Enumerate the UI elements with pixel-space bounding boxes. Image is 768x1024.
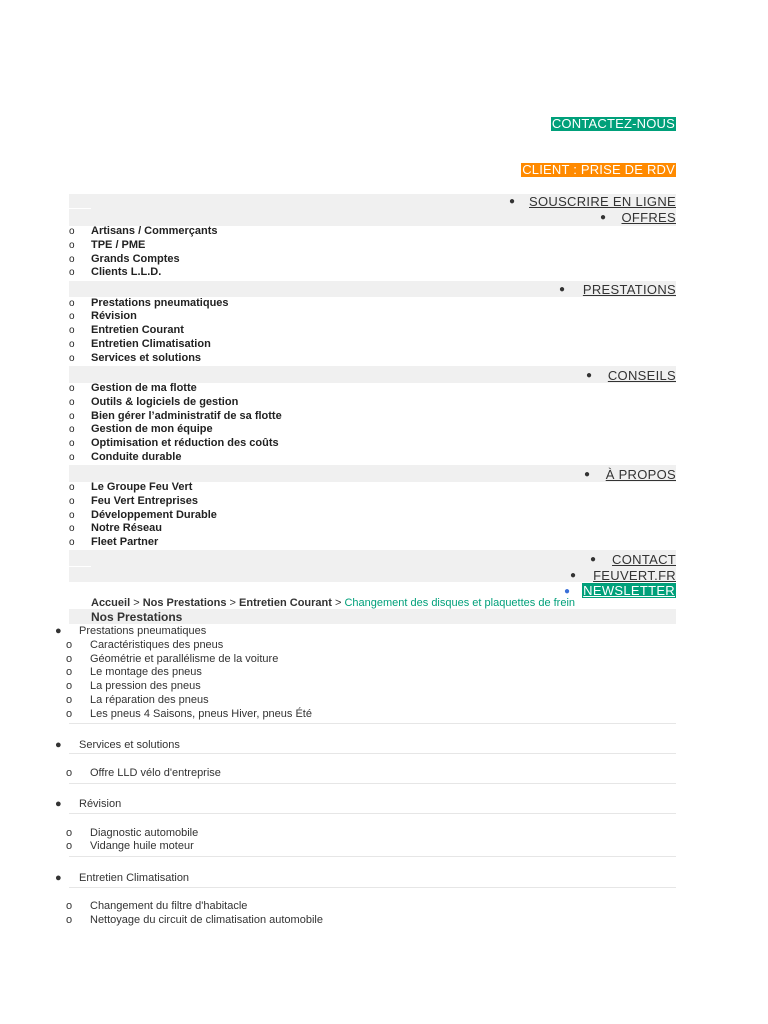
submenu-link-clients-lld[interactable]: Clients L.L.D. [91, 266, 162, 278]
sidebar-group-label-services[interactable]: Services et solutions [79, 739, 180, 751]
sidebar-item [66, 666, 202, 679]
submenu-item: o Entretien Courant [69, 324, 184, 336]
sidebar-link[interactable]: Vidange huile moteur [90, 840, 194, 852]
submenu-item: o Clients L.L.D. [69, 266, 162, 278]
bullet-icon: ● [590, 554, 597, 565]
sidebar-item [66, 914, 323, 927]
divider [69, 813, 676, 814]
submenu-item: o Le Groupe Feu Vert [69, 481, 193, 493]
circle-bullet-icon: o [66, 767, 73, 779]
breadcrumb-current: Changement des disques et plaquettes de frein [344, 597, 576, 609]
sidebar-group [55, 798, 121, 811]
submenu-item: o Outils & logiciels de gestion [69, 396, 239, 408]
divider [69, 887, 676, 888]
menu-offres-link[interactable]: OFFRES [621, 210, 676, 225]
submenu-item: o Développement Durable [69, 509, 217, 521]
bullet-icon: ● [55, 625, 62, 637]
submenu-item: o Fleet Partner [69, 536, 159, 548]
menu-souscrire-link[interactable]: SOUSCRIRE EN LIGNE [529, 194, 676, 209]
band-divider [69, 208, 91, 209]
circle-bullet-icon: o [66, 827, 73, 839]
menu-contact-link[interactable]: CONTACT [612, 552, 676, 567]
sidebar-link[interactable]: La pression des pneus [90, 680, 201, 692]
sidebar-link[interactable]: Le montage des pneus [90, 666, 202, 678]
sidebar-link[interactable]: Diagnostic automobile [90, 827, 199, 839]
bullet-icon: ● [559, 284, 566, 295]
submenu-link-grands-comptes[interactable]: Grands Comptes [91, 253, 180, 265]
menu-apropos-link[interactable]: À PROPOS [605, 467, 676, 482]
circle-bullet-icon: o [66, 694, 73, 706]
circle-bullet-icon: o [66, 900, 73, 912]
breadcrumb-section: Nos Prestations [142, 597, 227, 609]
submenu-item: o Entretien Climatisation [69, 338, 211, 350]
band-divider [69, 566, 91, 567]
submenu-link-services[interactable]: Services et solutions [91, 352, 202, 364]
breadcrumb-category-link[interactable]: Entretien Courant [239, 597, 332, 609]
section-title [69, 609, 676, 624]
breadcrumb-separator: > [334, 597, 342, 609]
sidebar-item [66, 900, 247, 913]
sidebar-group [55, 739, 180, 752]
bullet-icon: ● [600, 212, 607, 223]
sidebar-item [66, 840, 194, 853]
sidebar-item [66, 653, 278, 666]
sidebar-group [55, 872, 189, 885]
submenu-link-entreprises[interactable]: Feu Vert Entreprises [91, 495, 198, 507]
submenu-item: o Grands Comptes [69, 253, 180, 265]
divider [69, 753, 676, 754]
submenu-link-artisans[interactable]: Artisans / Commerçants [91, 225, 218, 237]
submenu-item: o Révision [69, 310, 137, 322]
divider [69, 783, 676, 784]
menu-newsletter-link[interactable]: NEWSLETTER [583, 583, 675, 598]
sidebar-group-link-pneumatiques[interactable]: Prestations pneumatiques [79, 625, 207, 637]
bullet-icon: ● [509, 196, 516, 207]
submenu-link-conduite[interactable]: Conduite durable [91, 451, 182, 463]
breadcrumb-separator: > [133, 597, 140, 609]
contact-us-button[interactable]: CONTACTEZ-NOUS [551, 116, 675, 131]
bullet-icon: ● [55, 872, 62, 884]
menu-prestations-link[interactable]: PRESTATIONS [582, 282, 676, 297]
sidebar-link[interactable]: La réparation des pneus [90, 694, 209, 706]
divider [69, 856, 676, 857]
sidebar-link[interactable]: Géométrie et parallélisme de la voiture [90, 653, 279, 665]
submenu-link-equipe[interactable]: Gestion de mon équipe [91, 423, 213, 435]
sidebar-item [66, 639, 223, 652]
submenu-item: o Bien gérer l’administratif de sa flotte [69, 410, 282, 422]
menu-conseils-link[interactable]: CONSEILS [607, 368, 676, 383]
submenu-link-tpe[interactable]: TPE / PME [91, 239, 146, 251]
bullet-icon: ● [570, 570, 577, 581]
submenu-item: o Gestion de ma flotte [69, 382, 197, 394]
circle-bullet-icon: o [66, 653, 73, 665]
sidebar-link[interactable]: Offre LLD vélo d'entreprise [90, 767, 221, 779]
bullet-icon: ● [586, 370, 593, 381]
sidebar-item [66, 827, 198, 840]
menu-band [69, 550, 676, 582]
submenu-item: o Optimisation et réduction des coûts [69, 437, 279, 449]
submenu-link-administratif[interactable]: Bien gérer l’administratif de sa flotte [91, 410, 282, 422]
submenu-link-reseau[interactable]: Notre Réseau [91, 522, 162, 534]
submenu-item: o TPE / PME [69, 239, 146, 251]
divider [69, 723, 676, 724]
sidebar-group [55, 625, 206, 638]
sidebar-item [66, 680, 201, 693]
menu-band [69, 366, 676, 383]
menu-feuvert-link[interactable]: FEUVERT.FR [593, 568, 676, 583]
submenu-link-fleet-partner[interactable]: Fleet Partner [91, 536, 159, 548]
submenu-link-entretien-courant[interactable]: Entretien Courant [91, 324, 184, 336]
breadcrumb-separator: > [229, 597, 236, 609]
submenu-link-developpement[interactable]: Développement Durable [91, 509, 217, 521]
submenu-link-pneumatiques[interactable]: Prestations pneumatiques [91, 297, 229, 309]
submenu-link-groupe[interactable]: Le Groupe Feu Vert [91, 481, 193, 493]
bullet-icon: ● [55, 739, 62, 751]
circle-bullet-icon: o [66, 639, 73, 651]
submenu-item: o Services et solutions [69, 352, 202, 364]
sidebar-item [66, 767, 221, 780]
breadcrumb-home-link[interactable]: Accueil [91, 597, 131, 609]
submenu-item: o Conduite durable [69, 451, 182, 463]
bullet-icon: ● [564, 586, 571, 597]
sidebar-item [66, 708, 312, 721]
submenu-item: o Notre Réseau [69, 522, 162, 534]
submenu-item: o Prestations pneumatiques [69, 297, 229, 309]
client-appointment-button[interactable]: CLIENT : PRISE DE RDV [522, 162, 675, 177]
submenu-item: o Artisans / Commerçants [69, 225, 218, 237]
submenu-item: o Gestion de mon équipe [69, 423, 213, 435]
circle-bullet-icon: o [66, 914, 73, 926]
circle-bullet-icon: o [66, 666, 73, 678]
bullet-icon: ● [584, 469, 591, 480]
sidebar-link[interactable]: Nettoyage du circuit de climatisation automobile [90, 914, 323, 926]
submenu-link-optimisation[interactable]: Optimisation et réduction des coûts [91, 437, 279, 449]
section-title-text: Nos Prestations [91, 610, 183, 624]
bullet-icon: ● [55, 798, 62, 810]
submenu-link-revision[interactable]: Révision [91, 310, 137, 322]
sidebar-link[interactable]: Les pneus 4 Saisons, pneus Hiver, pneus Été [90, 708, 312, 720]
sidebar-group-label-revision[interactable]: Révision [79, 798, 122, 810]
submenu-item: o Feu Vert Entreprises [69, 495, 198, 507]
circle-bullet-icon: o [66, 708, 73, 720]
circle-bullet-icon: o [66, 840, 73, 852]
sidebar-link[interactable]: Changement du filtre d'habitacle [90, 900, 248, 912]
sidebar-item [66, 694, 209, 707]
submenu-link-climatisation[interactable]: Entretien Climatisation [91, 338, 211, 350]
sidebar-group-label-climatisation[interactable]: Entretien Climatisation [79, 872, 190, 884]
submenu-link-outils[interactable]: Outils & logiciels de gestion [91, 396, 239, 408]
submenu-link-gestion-flotte[interactable]: Gestion de ma flotte [91, 382, 197, 394]
circle-bullet-icon: o [66, 680, 73, 692]
sidebar-link[interactable]: Caractéristiques des pneus [90, 639, 224, 651]
